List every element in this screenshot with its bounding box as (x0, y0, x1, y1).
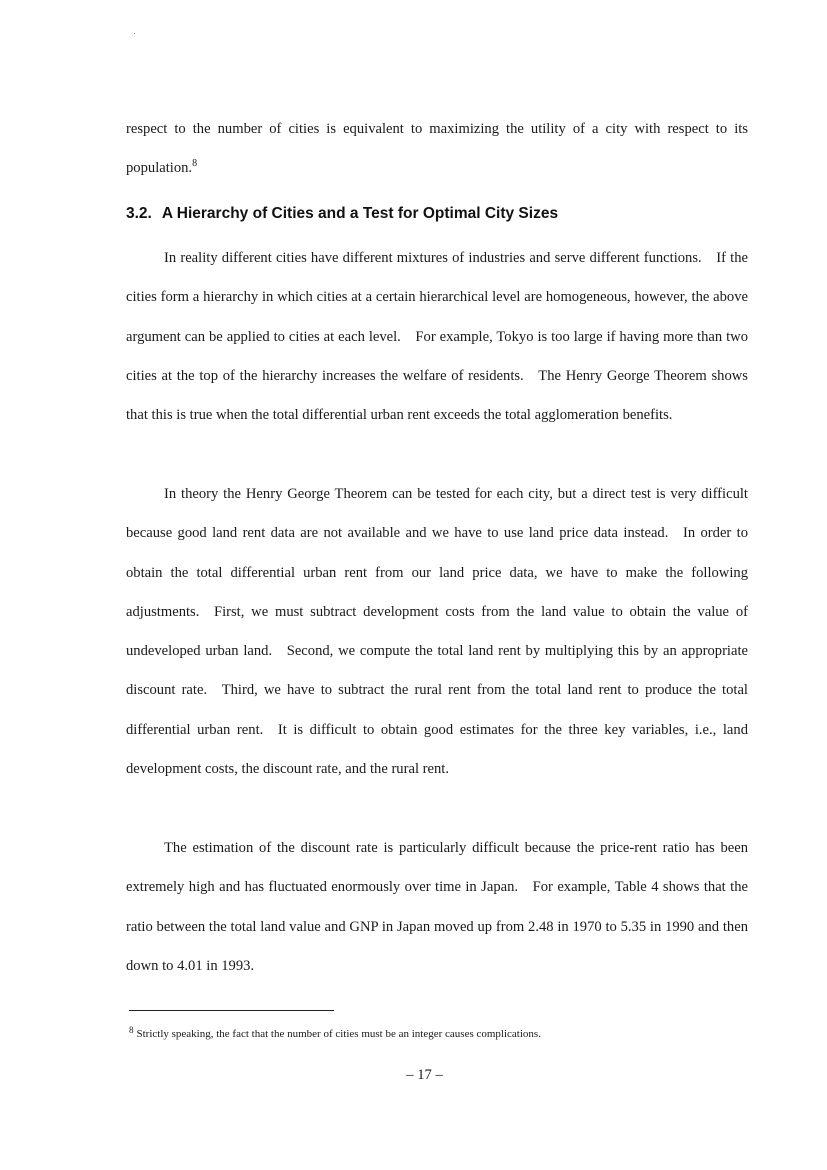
continuation-text: respect to the number of cities is equivalent to maximizing the utility of a city with respect to its population. (126, 121, 748, 177)
footnote (129, 1025, 541, 1040)
body-paragraph-1: In reality different cities have different mixtures of industries and serve different functions. If the cities form a hierarchy in which cities at a certain hierarchical level are homogeneous, however, the above argument can be applied to cities at each level. For example, Tokyo is too large if having more than two cities at the top of the hierarchy increases the welfare of residents. The Henry George Theorem shows that this is true when the total differential urban rent exceeds the total agglomeration benefits. (126, 250, 748, 424)
scan-speck (134, 33, 135, 34)
section-number: 3.2. (126, 205, 152, 222)
page-number: – 17 – (406, 1067, 443, 1083)
section-heading (126, 205, 558, 223)
footnote-text: Strictly speaking, the fact that the number of cities must be an integer causes complications. (136, 1028, 541, 1040)
body-paragraph-3: The estimation of the discount rate is particularly difficult because the price-rent ratio has been extremely high and has fluctuated enormously over time in Japan. For example, Table 4 shows that the ratio between the total land value and GNP in Japan moved up from 2.48 in 1970 to 5.35 in 1990 and then down to 4.01 in 1993. (126, 840, 748, 974)
section-title: A Hierarchy of Cities and a Test for Optimal City Sizes (161, 205, 559, 222)
footnote-mark: 8 (129, 1025, 134, 1035)
footnote-reference: 8 (192, 158, 198, 170)
body-paragraph-2: In theory the Henry George Theorem can be tested for each city, but a direct test is very difficult because good land rent data are not available and we have to use land price data instead. In order to obtain the total differential urban rent from our land price data, we have to make the following adjustments. First, we must subtract development costs from the land value to obtain the value of undeveloped urban land. Second, we compute the total land rent by multiplying this by an appropriate discount rate. Third, we have to subtract the rural rent from the total land rent to produce the total differential urban rent. It is difficult to obtain good estimates for the three key variables, i.e., land development costs, the discount rate, and the rural rent. (126, 486, 748, 778)
continuation-paragraph (126, 110, 748, 189)
footnote-separator (129, 1010, 334, 1011)
